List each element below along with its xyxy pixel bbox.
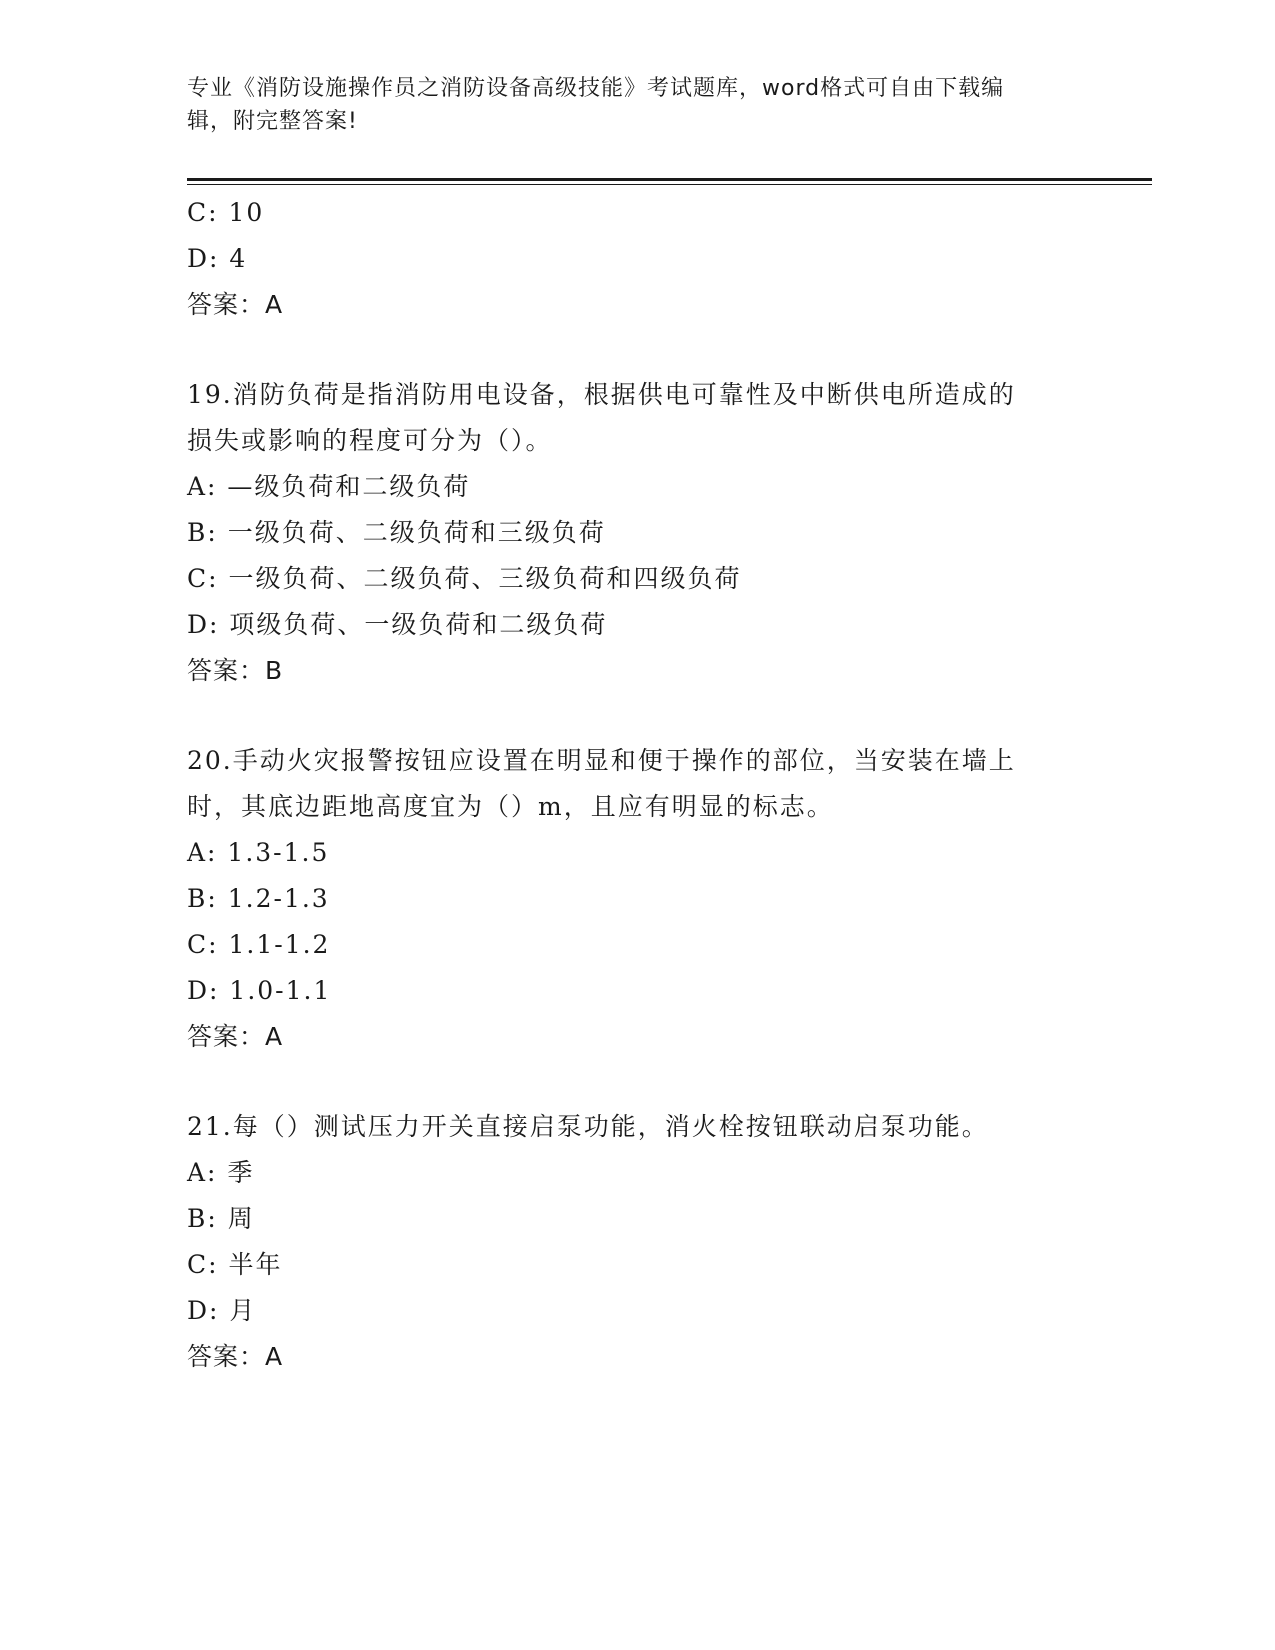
option-a: A: —级负荷和二级负荷 (187, 472, 471, 501)
spacer (187, 1060, 1087, 1104)
header-line-2: 辑，附完整答案! (187, 109, 358, 134)
option-c: C: 半年 (187, 1250, 283, 1279)
spacer (187, 328, 1087, 372)
option-d: D: 月 (187, 1296, 257, 1325)
header-divider-thick (187, 178, 1152, 181)
document-header (187, 72, 1087, 138)
answer-line: 答案：B (187, 656, 284, 685)
answer-line: 答案：A (187, 1022, 284, 1051)
option-d: D: 4 (187, 244, 248, 273)
header-line-1: 专业《消防设施操作员之消防设备高级技能》考试题库，word格式可自由下载编 (187, 76, 1005, 101)
option-b: B: 1.2-1.3 (187, 884, 330, 913)
header-divider-thin (187, 184, 1152, 185)
option-d: D: 项级负荷、一级负荷和二级负荷 (187, 610, 608, 639)
option-a: A: 季 (187, 1158, 255, 1187)
option-c: C: 1.1-1.2 (187, 930, 331, 959)
question-19 (187, 372, 1087, 694)
question-text-line-1: 20.手动火灾报警按钮应设置在明显和便于操作的部位，当安装在墙上 (187, 746, 1016, 775)
question-list (187, 190, 1087, 1380)
prev-question-block (187, 190, 1087, 328)
option-c: C: 一级负荷、二级负荷、三级负荷和四级负荷 (187, 564, 742, 593)
option-a: A: 1.3-1.5 (187, 838, 330, 867)
question-text-line-1: 19.消防负荷是指消防用电设备，根据供电可靠性及中断供电所造成的 (187, 380, 1016, 409)
question-21 (187, 1104, 1087, 1380)
question-text-line-1: 21.每（）测试压力开关直接启泵功能，消火栓按钮联动启泵功能。 (187, 1112, 989, 1141)
answer-line: 答案：A (187, 290, 284, 319)
question-20 (187, 738, 1087, 1060)
option-d: D: 1.0-1.1 (187, 976, 332, 1005)
spacer (187, 694, 1087, 738)
question-text-line-2: 时，其底边距地高度宜为（）m，且应有明显的标志。 (187, 792, 834, 821)
option-b: B: 周 (187, 1204, 255, 1233)
answer-line: 答案：A (187, 1342, 284, 1371)
option-b: B: 一级负荷、二级负荷和三级负荷 (187, 518, 606, 547)
option-c: C: 10 (187, 198, 265, 227)
question-text-line-2: 损失或影响的程度可分为（）。 (187, 426, 553, 455)
